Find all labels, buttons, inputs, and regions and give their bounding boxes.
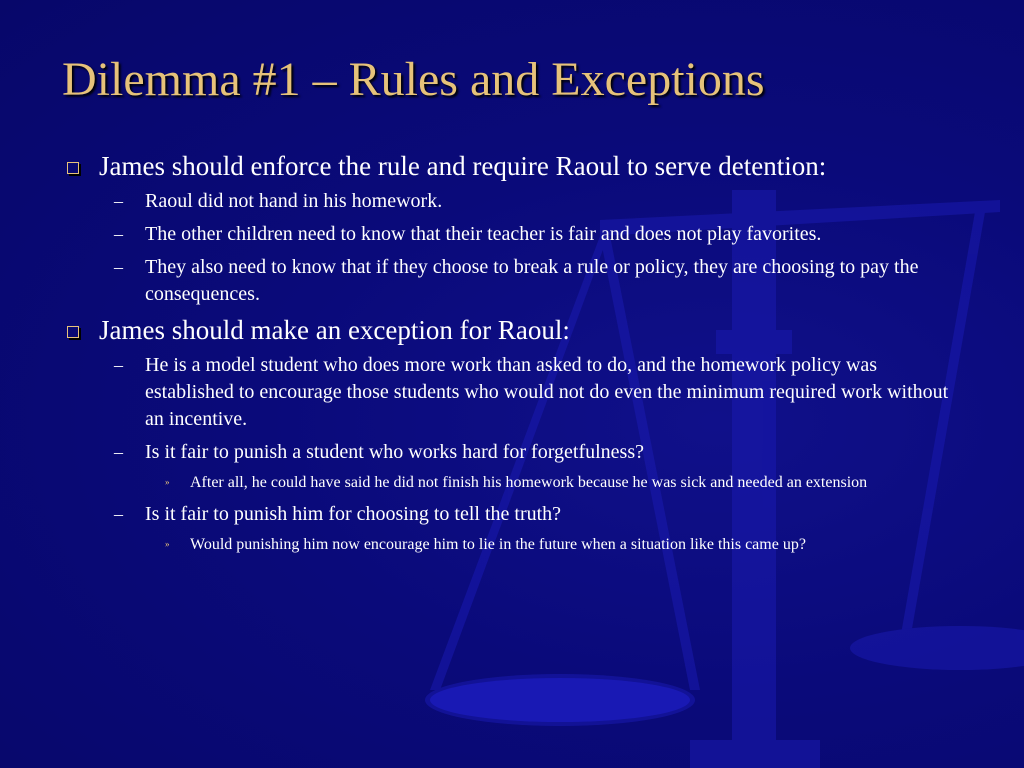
bullet-text: Would punishing him now encourage him to lie in the future when a situation like this came up? <box>190 536 806 553</box>
square-bullet-icon <box>67 326 79 338</box>
bullet-text: Raoul did not hand in his homework. <box>145 190 443 212</box>
sub-bullet-item <box>62 501 962 528</box>
bullet-text: He is a model student who does more work than asked to do, and the homework policy was established to encourage those students who would not do even the minimum required work without an incentive. <box>145 354 949 430</box>
sub-bullet-item <box>62 254 962 308</box>
bullet-text: After all, he could have said he did not finish his homework because he was sick and needed an extension <box>190 474 868 491</box>
slide-title: Dilemma #1 – Rules and Exceptions <box>62 53 765 106</box>
dash-bullet: – <box>114 355 123 375</box>
sub-sub-bullet-item <box>62 472 962 493</box>
sub-bullet-item <box>62 439 962 466</box>
dash-bullet: – <box>114 442 123 462</box>
bullet-item <box>62 314 962 346</box>
sub-bullet-item <box>62 221 962 248</box>
square-bullet-icon <box>67 162 79 174</box>
dash-bullet: – <box>114 257 123 277</box>
chevron-bullet-icon: » <box>165 539 170 549</box>
bullet-item <box>62 150 962 182</box>
sub-sub-bullet-item <box>62 534 962 555</box>
bullet-text: James should make an exception for Raoul: <box>99 315 570 345</box>
dash-bullet: – <box>114 224 123 244</box>
dash-bullet: – <box>114 191 123 211</box>
sub-bullet-item <box>62 188 962 215</box>
bullet-list <box>62 150 962 563</box>
sub-bullet-item <box>62 352 962 433</box>
bullet-text: The other children need to know that their teacher is fair and does not play favorites. <box>145 223 822 245</box>
bullet-text: Is it fair to punish him for choosing to tell the truth? <box>145 503 562 525</box>
chevron-bullet-icon: » <box>165 477 170 487</box>
bullet-text: Is it fair to punish a student who works hard for forgetfulness? <box>145 441 644 463</box>
bullet-text: James should enforce the rule and require Raoul to serve detention: <box>99 151 827 181</box>
dash-bullet: – <box>114 504 123 524</box>
bullet-text: They also need to know that if they choose to break a rule or policy, they are choosing to pay the consequences. <box>145 256 919 305</box>
